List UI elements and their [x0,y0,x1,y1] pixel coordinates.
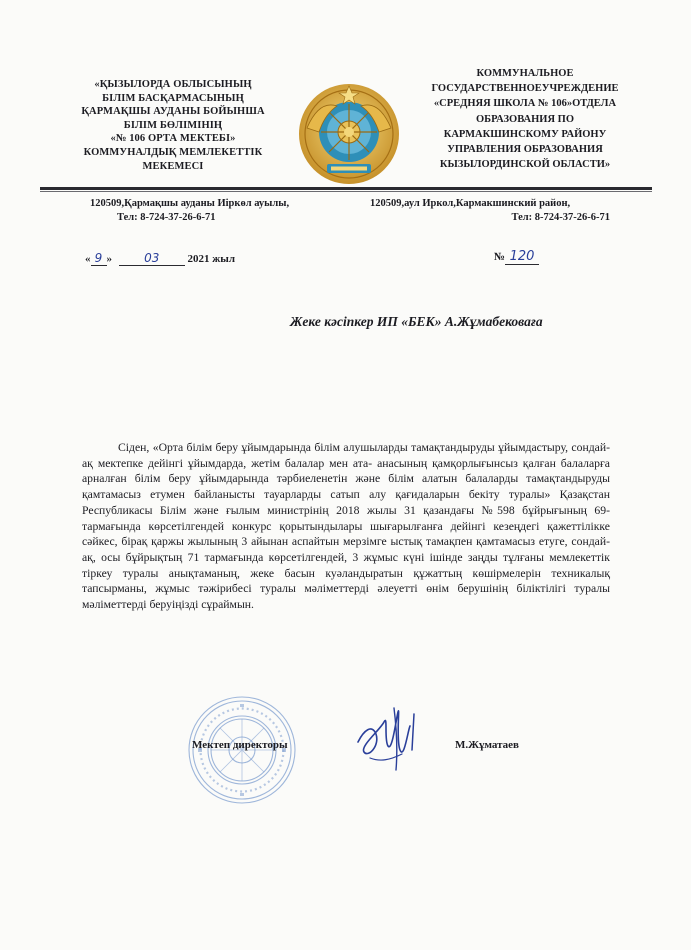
date-day: 9 [91,251,107,266]
address-kz-phone: Тел: 8-724-37-26-6-71 [117,212,216,223]
document-date [85,251,235,266]
header-divider [40,187,652,190]
signatory-title: Мектеп директоры [192,739,288,751]
header-kz-line: «ҚЫЗЫЛОРДА ОБЛЫСЫНЫҢ [94,79,252,90]
number-value: 120 [505,249,539,265]
header-ru-line: «СРЕДНЯЯ ШКОЛА № 106»ОТДЕЛА [433,98,617,110]
header-kz-line: ҚАРМАҚШЫ АУДАНЫ БОЙЫНША [81,106,265,118]
date-close-quote: » [106,253,112,265]
address-ru-line1: 120509,аул Иркол,Кармакшинский район, [370,198,571,209]
address-kz-line1: 120509,Қармақшы ауданы Иіркөл ауылы, [90,198,290,209]
signatory-name: М.Жұматаев [455,739,520,751]
header-kazakh-block [62,78,284,173]
header-kz-line: БІЛІМ БАСҚАРМАСЫНЫҢ [102,92,244,104]
date-year: 2021 жыл [187,253,235,265]
date-month: 03 [119,251,185,266]
header-ru-line: КАРМАКШИНСКОМУ РАЙОНУ [443,128,607,140]
letter-body: Сіден, «Орта білім беру ұйымдарында білім алушыларды тамақтандыруды ұйымдастыру, сондай- ақ мектепке дейінгі ұйымдарда, жетім балалар мен ата- анасының қамқорлығынсыз қалған балаларға арналған білім беру ұйымдарында тәрбиеленетін және білім алатын балаларды тамақтандыруды қамтамасыз етумен байланысты тауарларды сатып алу қағидаларын бекіту туралы» Қазақстан Республикасы Білім және ғылым министрінің 2018 жылы 31 қазандағы №598 бұйрығының 69- тармағында көрсетілгендей конкурс қорытындылары шығарылғанға дейінгі кезеңдегі қажеттілікке сәйкес, бірақ қаржы жылының 3 айынан аспайтын мерзімге ыстық тамақпен қамтамасыз етуге, сондай- ақ, осы бұйрықтың 71 тармағында көрсетілгендей, 3 жұмыс күні ішінде заңды тұлғаны мемлекеттік тіркеу туралы анықтаманың, жеке басын куәландыратын құжаттың көшірмелерін техникалық тапсырманы, жұмыс тәжірибесі туралы мәліметтерді әлеуетті өнім берушінің біліктілігі туралы мәліметтерді беруіңізді сұраймын. [82,441,610,612]
address-russian [370,197,610,225]
header-kz-line: КОММУНАЛДЫҚ МЕМЛЕКЕТТІК [83,146,263,158]
header-ru-line: УПРАВЛЕНИЯ ОБРАЗОВАНИЯ [447,144,603,156]
document-number [494,249,539,265]
header-ru-line: КОММУНАЛЬНОЕ [476,68,574,79]
header-kz-line: «№ 106 ОРТА МЕКТЕБІ» [110,133,236,145]
date-open-quote: « [85,253,91,265]
header-ru-line: ОБРАЗОВАНИЯ ПО [475,113,574,125]
header-divider-thin [40,191,652,192]
header-kz-line: МЕКЕМЕСІ [142,160,204,172]
number-prefix: № [494,251,506,263]
header-kz-line: БІЛІМ БӨЛІМІНІҢ [123,119,223,131]
state-emblem-icon [297,82,401,186]
handwritten-signature-icon [350,700,430,780]
addressee: Жеке кәсіпкер ИП «БЕК» А.Жұмабековаға [290,314,543,329]
address-ru-phone: Тел: 8-724-37-26-6-71 [511,212,610,223]
header-russian-block [420,66,630,172]
header-ru-line: КЫЗЫЛОРДИНСКОЙ ОБЛАСТИ» [439,159,611,171]
header-ru-line: ГОСУДАРСТВЕННОЕУЧРЕЖДЕНИЕ [431,83,619,95]
address-kazakh [90,197,340,225]
